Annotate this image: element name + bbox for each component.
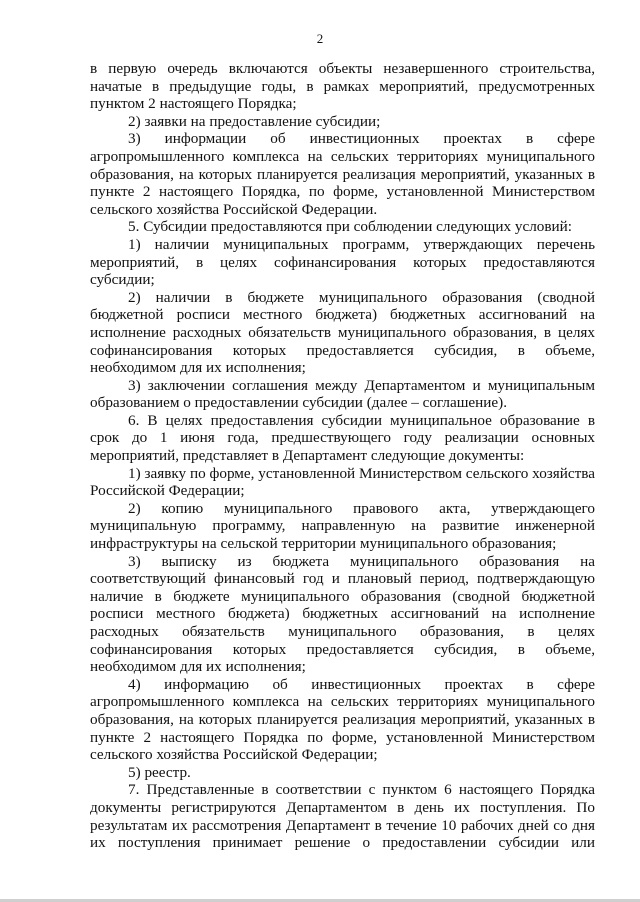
paragraph: 3) заключении соглашения между Департаментом и муниципальным образованием о предоставлении субсидии (далее – соглашение). — [90, 376, 595, 412]
paragraph: 5. Субсидии предоставляются при соблюдении следующих условий: — [128, 218, 573, 236]
paragraph: 3) выписку из бюджета муниципального образования на соответствующий финансовый год и плановый период, подтверждающую наличие в бюджете муниципального образования (сводной бюджетной росписи местного бюджета) бюджетных ассигнований на исполнение расходных обязательств муниципального образования, в целях софинансирования которых предоставляется субсидия, в объеме, необходимом для их исполнения; — [90, 552, 595, 676]
paragraph: 5) реестр. — [128, 763, 191, 781]
paragraph: 1) наличии муниципальных программ, утверждающих перечень мероприятий, в целях софинансирования которых предоставляются субсидии; — [90, 235, 595, 289]
paragraph: 2) копию муниципального правового акта, утверждающего муниципальную программу, направленную на развитие инженерной инфраструктуры на сельской территории муниципального образования; — [90, 499, 595, 553]
paragraph: 2) заявки на предоставление субсидии; — [128, 112, 381, 130]
paragraph: 4) информацию об инвестиционных проектах в сфере агропромышленного комплекса на сельских территориях муниципального образования, на которых планируется реализация мероприятий, указанных в пункте 2 настоящего Порядка по форме, установленной Министерством сельского хозяйства Российской Федерации; — [90, 675, 595, 764]
paragraph: 2) наличии в бюджете муниципального образования (сводной бюджетной росписи местного бюджета) бюджетных ассигнований на исполнение расходных обязательств муниципального образования, в целях софинансирования которых предоставляется субсидия, в объеме, необходимом для их исполнения; — [90, 288, 595, 377]
paragraph: 6. В целях предоставления субсидии муниципальное образование в срок до 1 июня года, предшествующего году реализации основных мероприятий, представляет в Департамент следующие документы: — [90, 411, 595, 465]
document-body — [90, 60, 595, 852]
paragraph: 7. Представленные в соответствии с пунктом 6 настоящего Порядка документы регистрируются Департаментом в день их поступления. По результатам их рассмотрения Департамент в течение 10 рабочих дней со дня их поступления принимает решение о предоставлении субсидии или — [90, 781, 595, 852]
page-number: 2 — [316, 31, 324, 46]
paragraph: 1) заявку по форме, установленной Министерством сельского хозяйства Российской Федерации; — [90, 464, 595, 500]
paragraph: 3) информации об инвестиционных проектах в сфере агропромышленного комплекса на сельских территориях муниципального образования, на которых планируется реализация мероприятий, указанных в пункте 2 настоящего Порядка, по форме, установленной Министерством сельского хозяйства Российской Федерации. — [90, 130, 595, 218]
paragraph: в первую очередь включаются объекты незавершенного строительства, начатые в предыдущие годы, в рамках мероприятий, предусмотренных пунктом 2 настоящего Порядка; — [90, 60, 595, 113]
